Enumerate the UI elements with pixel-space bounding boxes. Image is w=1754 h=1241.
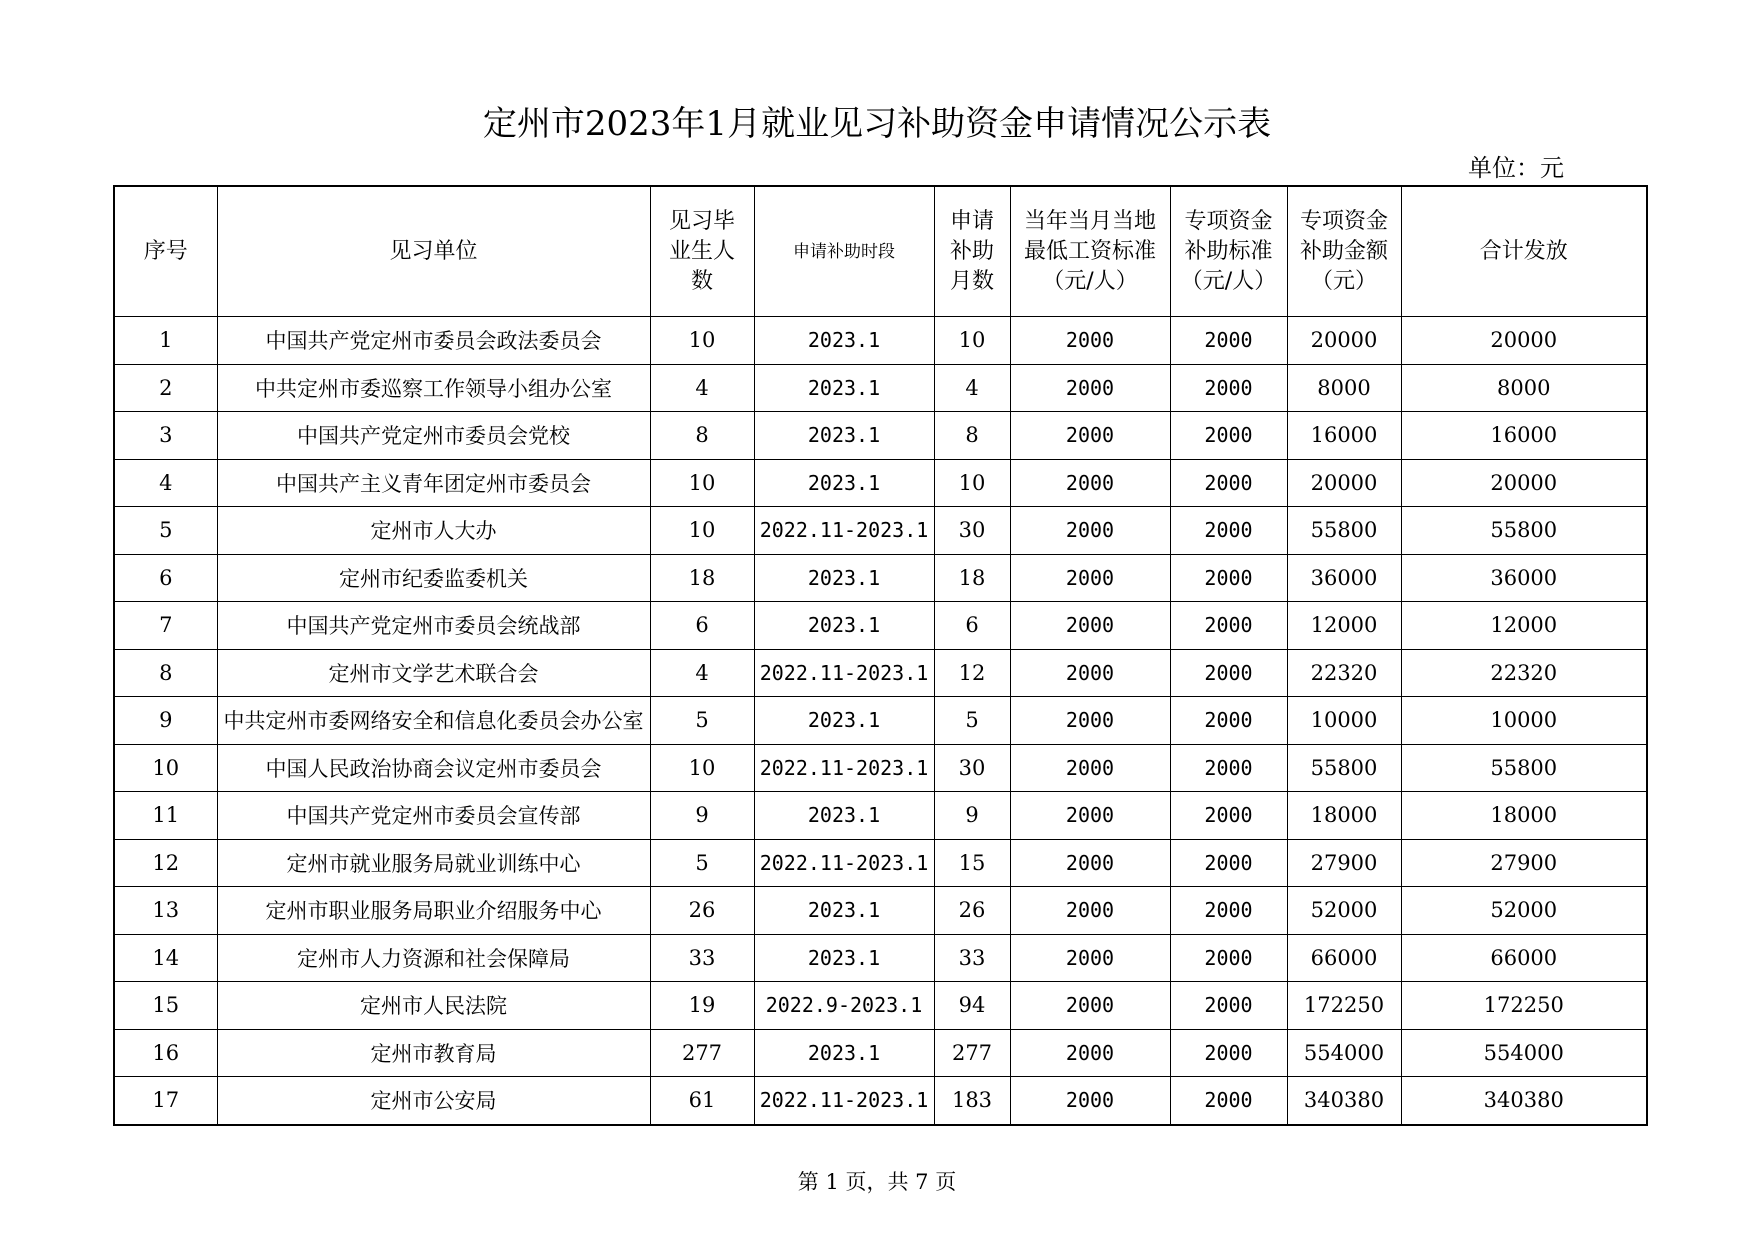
cell-period: 2023.1 (754, 364, 934, 412)
cell-std: 2000 (1170, 459, 1287, 507)
table-row (114, 459, 1647, 507)
cell-months: 10 (934, 459, 1010, 507)
cell-min-wage: 2000 (1010, 317, 1170, 365)
table-row (114, 697, 1647, 745)
cell-std: 2000 (1170, 792, 1287, 840)
cell-org: 中国共产主义青年团定州市委员会 (217, 459, 650, 507)
cell-grads: 61 (650, 1077, 754, 1125)
cell-org: 定州市职业服务局职业介绍服务中心 (217, 887, 650, 935)
cell-amount: 55800 (1287, 507, 1401, 555)
cell-min-wage: 2000 (1010, 982, 1170, 1030)
cell-amount: 36000 (1287, 554, 1401, 602)
cell-amount: 16000 (1287, 412, 1401, 460)
cell-amount: 554000 (1287, 1029, 1401, 1077)
cell-std: 2000 (1170, 412, 1287, 460)
cell-total: 8000 (1401, 364, 1647, 412)
cell-months: 30 (934, 744, 1010, 792)
cell-months: 4 (934, 364, 1010, 412)
cell-seq: 6 (114, 554, 217, 602)
cell-months: 10 (934, 317, 1010, 365)
cell-period: 2023.1 (754, 317, 934, 365)
page-title: 定州市2023年1月就业见习补助资金申请情况公示表 (482, 104, 1272, 144)
cell-period: 2023.1 (754, 934, 934, 982)
cell-period: 2023.1 (754, 1029, 934, 1077)
cell-std: 2000 (1170, 1077, 1287, 1125)
cell-grads: 8 (650, 412, 754, 460)
cell-grads: 10 (650, 459, 754, 507)
cell-seq: 11 (114, 792, 217, 840)
cell-months: 9 (934, 792, 1010, 840)
table-row (114, 602, 1647, 650)
cell-months: 94 (934, 982, 1010, 1030)
cell-seq: 13 (114, 887, 217, 935)
cell-grads: 10 (650, 317, 754, 365)
header-org: 见习单位 (217, 186, 650, 317)
cell-std: 2000 (1170, 1029, 1287, 1077)
cell-org: 定州市人力资源和社会保障局 (217, 934, 650, 982)
cell-total: 66000 (1401, 934, 1647, 982)
cell-org: 中国人民政治协商会议定州市委员会 (217, 744, 650, 792)
cell-min-wage: 2000 (1010, 934, 1170, 982)
cell-total: 52000 (1401, 887, 1647, 935)
table-row (114, 887, 1647, 935)
cell-grads: 4 (650, 364, 754, 412)
cell-total: 10000 (1401, 697, 1647, 745)
cell-min-wage: 2000 (1010, 412, 1170, 460)
cell-total: 18000 (1401, 792, 1647, 840)
cell-total: 20000 (1401, 459, 1647, 507)
cell-org: 中国共产党定州市委员会宣传部 (217, 792, 650, 840)
cell-months: 30 (934, 507, 1010, 555)
header-seq: 序号 (114, 186, 217, 317)
cell-org: 定州市就业服务局就业训练中心 (217, 839, 650, 887)
cell-org: 定州市文学艺术联合会 (217, 649, 650, 697)
cell-min-wage: 2000 (1010, 697, 1170, 745)
cell-min-wage: 2000 (1010, 887, 1170, 935)
cell-min-wage: 2000 (1010, 507, 1170, 555)
cell-grads: 19 (650, 982, 754, 1030)
cell-months: 18 (934, 554, 1010, 602)
header-std: 专项资金补助标准（元/人） (1170, 186, 1287, 317)
cell-std: 2000 (1170, 364, 1287, 412)
cell-min-wage: 2000 (1010, 1077, 1170, 1125)
unit-label: 单位：元 (1468, 154, 1564, 182)
cell-grads: 5 (650, 697, 754, 745)
table-row (114, 792, 1647, 840)
cell-seq: 15 (114, 982, 217, 1030)
cell-period: 2023.1 (754, 412, 934, 460)
cell-grads: 4 (650, 649, 754, 697)
page-footer: 第 1 页，共 7 页 (797, 1170, 957, 1194)
cell-period: 2023.1 (754, 697, 934, 745)
table-row (114, 412, 1647, 460)
cell-seq: 1 (114, 317, 217, 365)
table-row (114, 507, 1647, 555)
cell-std: 2000 (1170, 554, 1287, 602)
cell-std: 2000 (1170, 507, 1287, 555)
cell-period: 2022.11-2023.1 (754, 839, 934, 887)
header-amount: 专项资金补助金额（元） (1287, 186, 1401, 317)
cell-seq: 12 (114, 839, 217, 887)
cell-amount: 27900 (1287, 839, 1401, 887)
cell-amount: 55800 (1287, 744, 1401, 792)
cell-min-wage: 2000 (1010, 459, 1170, 507)
table-row (114, 982, 1647, 1030)
cell-min-wage: 2000 (1010, 792, 1170, 840)
cell-period: 2022.11-2023.1 (754, 744, 934, 792)
cell-period: 2022.11-2023.1 (754, 1077, 934, 1125)
cell-period: 2023.1 (754, 887, 934, 935)
cell-amount: 20000 (1287, 317, 1401, 365)
cell-seq: 7 (114, 602, 217, 650)
cell-grads: 10 (650, 507, 754, 555)
cell-months: 15 (934, 839, 1010, 887)
cell-amount: 172250 (1287, 982, 1401, 1030)
cell-amount: 18000 (1287, 792, 1401, 840)
cell-grads: 5 (650, 839, 754, 887)
cell-seq: 5 (114, 507, 217, 555)
cell-grads: 26 (650, 887, 754, 935)
cell-seq: 16 (114, 1029, 217, 1077)
cell-period: 2022.9-2023.1 (754, 982, 934, 1030)
cell-min-wage: 2000 (1010, 602, 1170, 650)
table-row (114, 317, 1647, 365)
cell-months: 33 (934, 934, 1010, 982)
header-period: 申请补助时段 (754, 186, 934, 317)
table-row (114, 839, 1647, 887)
cell-org: 中国共产党定州市委员会政法委员会 (217, 317, 650, 365)
cell-seq: 17 (114, 1077, 217, 1125)
cell-grads: 277 (650, 1029, 754, 1077)
cell-months: 12 (934, 649, 1010, 697)
cell-total: 16000 (1401, 412, 1647, 460)
cell-months: 8 (934, 412, 1010, 460)
cell-months: 183 (934, 1077, 1010, 1125)
table-row (114, 649, 1647, 697)
cell-period: 2022.11-2023.1 (754, 649, 934, 697)
cell-amount: 8000 (1287, 364, 1401, 412)
table-header-row (114, 186, 1647, 317)
table-row (114, 1077, 1647, 1125)
cell-grads: 9 (650, 792, 754, 840)
cell-std: 2000 (1170, 982, 1287, 1030)
cell-org: 定州市教育局 (217, 1029, 650, 1077)
cell-seq: 2 (114, 364, 217, 412)
cell-std: 2000 (1170, 839, 1287, 887)
cell-total: 22320 (1401, 649, 1647, 697)
table-row (114, 744, 1647, 792)
cell-seq: 10 (114, 744, 217, 792)
cell-std: 2000 (1170, 697, 1287, 745)
header-grads: 见习毕业生人数 (650, 186, 754, 317)
table-row (114, 934, 1647, 982)
cell-std: 2000 (1170, 934, 1287, 982)
cell-seq: 3 (114, 412, 217, 460)
header-min-wage: 当年当月当地最低工资标准（元/人） (1010, 186, 1170, 317)
cell-org: 中共定州市委网络安全和信息化委员会办公室 (217, 697, 650, 745)
table-row (114, 1029, 1647, 1077)
cell-grads: 6 (650, 602, 754, 650)
cell-amount: 10000 (1287, 697, 1401, 745)
header-months: 申请补助月数 (934, 186, 1010, 317)
cell-total: 172250 (1401, 982, 1647, 1030)
cell-min-wage: 2000 (1010, 554, 1170, 602)
cell-total: 340380 (1401, 1077, 1647, 1125)
cell-min-wage: 2000 (1010, 1029, 1170, 1077)
cell-grads: 33 (650, 934, 754, 982)
cell-total: 27900 (1401, 839, 1647, 887)
cell-amount: 12000 (1287, 602, 1401, 650)
header-total: 合计发放 (1401, 186, 1647, 317)
cell-org: 中国共产党定州市委员会党校 (217, 412, 650, 460)
cell-months: 6 (934, 602, 1010, 650)
table-row (114, 554, 1647, 602)
cell-seq: 4 (114, 459, 217, 507)
table-row (114, 364, 1647, 412)
cell-seq: 8 (114, 649, 217, 697)
cell-grads: 18 (650, 554, 754, 602)
cell-total: 20000 (1401, 317, 1647, 365)
cell-std: 2000 (1170, 649, 1287, 697)
cell-amount: 52000 (1287, 887, 1401, 935)
cell-std: 2000 (1170, 602, 1287, 650)
cell-amount: 20000 (1287, 459, 1401, 507)
cell-org: 定州市人民法院 (217, 982, 650, 1030)
cell-period: 2023.1 (754, 554, 934, 602)
cell-period: 2023.1 (754, 792, 934, 840)
cell-period: 2022.11-2023.1 (754, 507, 934, 555)
cell-total: 55800 (1401, 744, 1647, 792)
cell-min-wage: 2000 (1010, 649, 1170, 697)
cell-org: 定州市人大办 (217, 507, 650, 555)
cell-min-wage: 2000 (1010, 839, 1170, 887)
cell-std: 2000 (1170, 887, 1287, 935)
cell-seq: 14 (114, 934, 217, 982)
cell-min-wage: 2000 (1010, 364, 1170, 412)
cell-amount: 66000 (1287, 934, 1401, 982)
cell-org: 定州市纪委监委机关 (217, 554, 650, 602)
cell-months: 26 (934, 887, 1010, 935)
cell-period: 2023.1 (754, 602, 934, 650)
cell-org: 定州市公安局 (217, 1077, 650, 1125)
cell-months: 5 (934, 697, 1010, 745)
cell-total: 12000 (1401, 602, 1647, 650)
cell-seq: 9 (114, 697, 217, 745)
cell-grads: 10 (650, 744, 754, 792)
cell-period: 2023.1 (754, 459, 934, 507)
cell-months: 277 (934, 1029, 1010, 1077)
cell-total: 36000 (1401, 554, 1647, 602)
cell-org: 中共定州市委巡察工作领导小组办公室 (217, 364, 650, 412)
cell-min-wage: 2000 (1010, 744, 1170, 792)
subsidy-table (113, 185, 1648, 1126)
cell-org: 中国共产党定州市委员会统战部 (217, 602, 650, 650)
cell-total: 554000 (1401, 1029, 1647, 1077)
cell-std: 2000 (1170, 744, 1287, 792)
cell-total: 55800 (1401, 507, 1647, 555)
cell-amount: 22320 (1287, 649, 1401, 697)
cell-std: 2000 (1170, 317, 1287, 365)
cell-amount: 340380 (1287, 1077, 1401, 1125)
